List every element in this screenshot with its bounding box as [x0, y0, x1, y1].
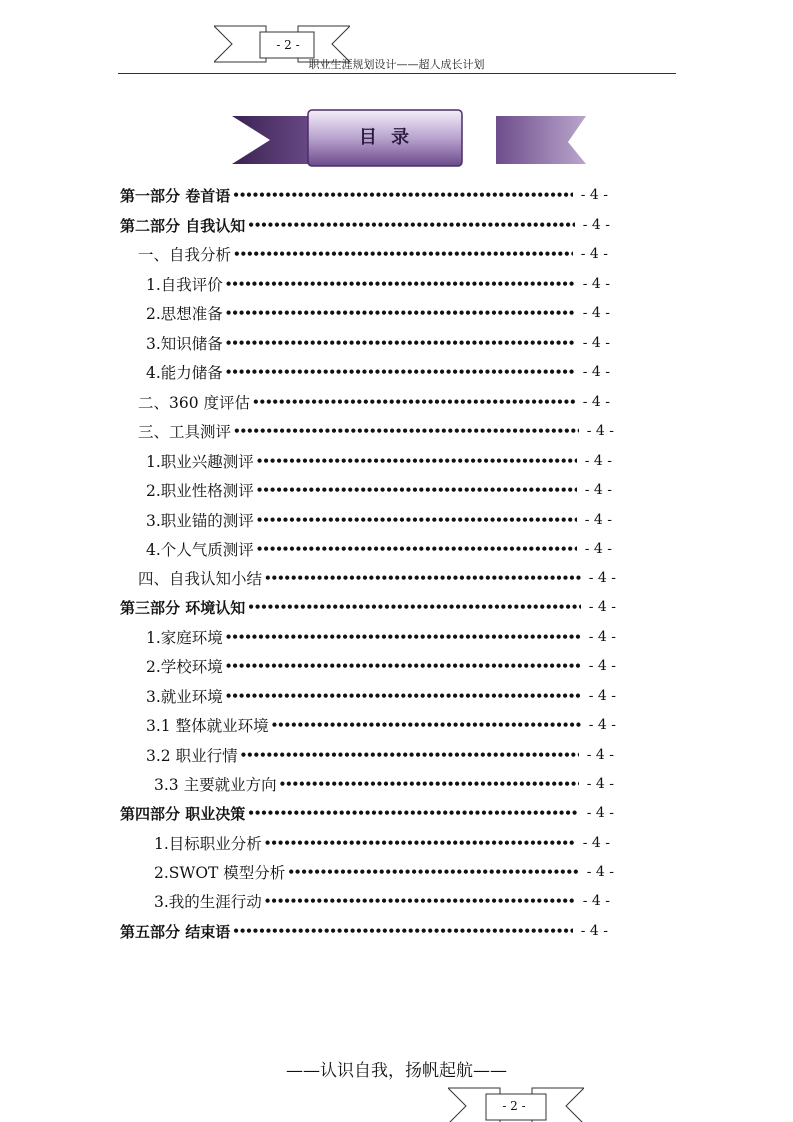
toc-entry-title: 2.SWOT 模型分析	[154, 864, 286, 882]
toc-entry-title: 1.家庭环境	[146, 629, 223, 647]
toc-entry-title: 三、工具测评	[138, 423, 232, 441]
toc-entry-page: - 4 -	[584, 453, 612, 469]
toc-entry[interactable]	[146, 743, 614, 767]
toc-entry-page: - 4 -	[582, 276, 610, 292]
toc-entry[interactable]	[154, 889, 610, 913]
toc-entry-title: 第二部分 自我认知	[120, 216, 246, 235]
toc-entry-page: - 4 -	[588, 658, 616, 674]
toc-entry-page: - 4 -	[586, 423, 614, 439]
toc-entry-page: - 4 -	[586, 747, 614, 763]
toc-entry-page: - 4 -	[588, 570, 616, 586]
toc-entry-page: - 4 -	[586, 805, 614, 821]
toc-entry-page: - 4 -	[582, 217, 610, 233]
toc-heading: 目 录	[358, 127, 414, 148]
header-title: 职业生涯规划设计——超人成长计划	[308, 58, 485, 71]
toc-entry-page: - 4 -	[582, 394, 610, 410]
toc-entry-page: - 4 -	[588, 599, 616, 615]
toc-entry-page: - 4 -	[580, 187, 608, 203]
toc-entry-page: - 4 -	[580, 246, 608, 262]
toc-entry[interactable]	[146, 301, 610, 325]
toc-entry[interactable]	[154, 772, 614, 796]
footer-motto: ——认识自我，扬帆起航——	[286, 1061, 507, 1081]
toc-entry[interactable]	[138, 566, 616, 590]
toc-entry-page: - 4 -	[582, 893, 610, 909]
toc-entry[interactable]	[146, 272, 610, 296]
toc-entry-title: 1.自我评价	[146, 276, 223, 294]
toc-entry-page: - 4 -	[584, 541, 612, 557]
toc-entry-page: - 4 -	[586, 864, 614, 880]
toc-entry-title: 四、自我认知小结	[138, 570, 263, 588]
toc-entry-page: - 4 -	[582, 305, 610, 321]
toc-entry[interactable]	[138, 390, 610, 414]
toc-entry-page: - 4 -	[582, 335, 610, 351]
toc-entry-title: 4.个人气质测评	[146, 541, 254, 559]
toc-entry[interactable]	[146, 537, 612, 561]
toc-entry-title: 3.3 主要就业方向	[154, 776, 277, 794]
toc-entry-page: - 4 -	[582, 835, 610, 851]
toc-entry[interactable]	[120, 213, 610, 237]
toc-entry[interactable]	[146, 508, 612, 532]
toc-entry-title: 3.1 整体就业环境	[146, 717, 269, 735]
footer-page-number: - 2 -	[502, 1099, 526, 1113]
toc-entry[interactable]	[154, 860, 614, 884]
toc-entry-title: 3.就业环境	[146, 688, 223, 706]
toc-entry-page: - 4 -	[584, 512, 612, 528]
toc-entry[interactable]	[154, 831, 610, 855]
toc-entry-page: - 4 -	[588, 717, 616, 733]
toc-entry-page: - 4 -	[588, 688, 616, 704]
toc-entry-page: - 4 -	[582, 364, 610, 380]
toc-entry-title: 3.我的生涯行动	[154, 893, 262, 911]
toc-entry-title: 2.学校环境	[146, 658, 223, 676]
toc-entry[interactable]	[120, 595, 616, 619]
toc-entry-title: 2.职业性格测评	[146, 482, 254, 500]
toc-entry-title: 4.能力储备	[146, 364, 223, 382]
toc-entry-title: 3.知识储备	[146, 335, 223, 353]
toc-entry[interactable]	[146, 625, 616, 649]
toc-entry-title: 第一部分 卷首语	[120, 186, 231, 205]
toc-entry-title: 2.思想准备	[146, 305, 223, 323]
toc-entry-title: 一、自我分析	[138, 246, 232, 264]
toc-entry[interactable]	[120, 183, 608, 207]
toc-entry[interactable]	[146, 449, 612, 473]
toc-entry-title: 二、360 度评估	[138, 394, 251, 412]
toc-entry[interactable]	[120, 801, 614, 825]
toc-entry-title: 第三部分 环境认知	[120, 598, 246, 617]
toc-entry-page: - 4 -	[584, 482, 612, 498]
header-page-number: - 2 -	[276, 38, 300, 52]
toc-entry[interactable]	[146, 713, 616, 737]
toc-entry[interactable]	[138, 242, 608, 266]
toc-entry-title: 3.2 职业行情	[146, 747, 238, 765]
toc-entry[interactable]	[146, 478, 612, 502]
toc-entry-title: 1.职业兴趣测评	[146, 453, 254, 471]
toc-entry[interactable]	[138, 419, 614, 443]
toc-entry-page: - 4 -	[580, 923, 608, 939]
toc-entry[interactable]	[120, 919, 608, 943]
toc-entry-title: 第四部分 职业决策	[120, 804, 246, 823]
toc-entry-page: - 4 -	[586, 776, 614, 792]
toc-entry[interactable]	[146, 684, 616, 708]
toc-entry[interactable]	[146, 654, 616, 678]
toc-entry[interactable]	[146, 331, 610, 355]
toc-entry-title: 第五部分 结束语	[120, 922, 231, 941]
toc-entry-title: 1.目标职业分析	[154, 835, 262, 853]
toc-entry-page: - 4 -	[588, 629, 616, 645]
header-divider	[118, 73, 676, 74]
toc-entry[interactable]	[146, 360, 610, 384]
toc-entry-title: 3.职业锚的测评	[146, 512, 254, 530]
